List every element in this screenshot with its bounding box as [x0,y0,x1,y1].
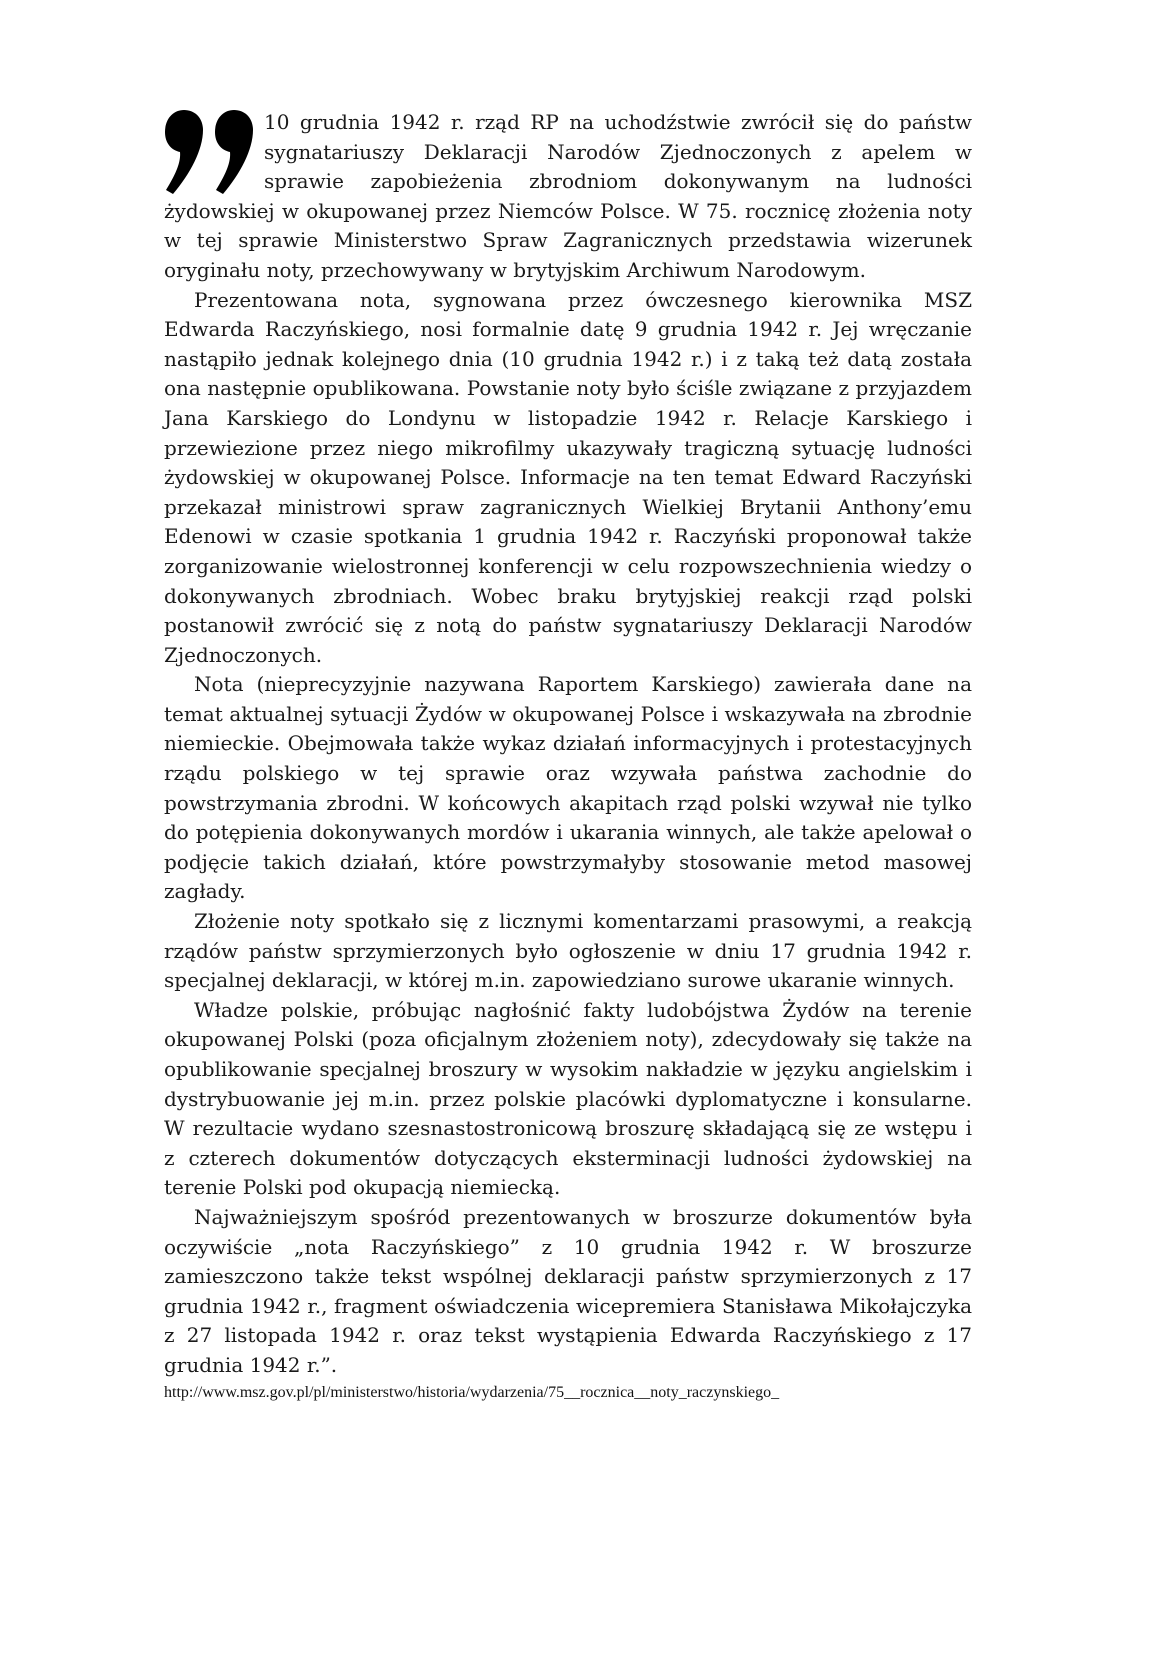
paragraph-3: Nota (nieprecyzyjnie nazywana Raportem Karskiego) zawierała dane na temat aktualnej sytuacji Żydów w okupowanej Polsce i wskazywała na zbrodnie niemieckie. Obejmowała także wykaz działań informacyjnych i protestacyjnych rządu polskiego w tej sprawie oraz wzywała państwa zachodnie do powstrzymania zbrodni. W końcowych akapitach rząd polski wzywał nie tylko do potępienia dokonywanych mordów i ukarania winnych, ale także apelował o podjęcie takich działań, które powstrzymałyby stosowanie metod masowej zagłady. [164,672,972,904]
paragraph-4: Złożenie noty spotkało się z licznymi komentarzami prasowymi, a reakcją rządów państw sprzymierzonych było ogłoszenie w dniu 17 grudnia 1942 r. specjalnej deklaracji, w której m.in. zapowiedziano surowe ukaranie winnych. [164,909,972,993]
paragraph-5: Władze polskie, próbując nagłośnić fakty ludobójstwa Żydów na terenie okupowanej Polski (poza oficjalnym złożeniem noty), zdecydowały się także na opublikowanie specjalnej broszury w wysokim nakładzie w języku angielskim i dystrybuowanie jej m.in. przez polskie placówki dyplomatyczne i konsularne. W rezultacie wydano szesnastostronicową broszurę składającą się ze wstępu i z czterech dokumentów dotyczących eksterminacji ludności żydowskiej na terenie Polski pod okupacją niemiecką. [164,997,972,1200]
article-body [164,108,972,1381]
paragraph-6: Najważniejszym spośród prezentowanych w broszurze dokumentów była oczywiście „nota Raczyńskiego” z 10 grudnia 1942 r. W broszurze zamieszczono także tekst wspólnej deklaracji państw sprzymierzonych z 17 grudnia 1942 r., fragment oświadczenia wicepremiera Stanisława Mikołajczyka z 27 listopada 1942 r. oraz tekst wystąpienia Edwarda Raczyńskiego z 17 grudnia 1942 r.”. [164,1204,972,1377]
paragraph-2: Prezentowana nota, sygnowana przez ówczesnego kierownika MSZ Edwarda Raczyńskiego, nosi formalnie datę 9 grudnia 1942 r. Jej wręczanie nastąpiło jednak kolejnego dnia (10 grudnia 1942 r.) i z taką też datą została ona następnie opublikowana. Powstanie noty było ściśle związane z przyjazdem Jana Karskiego do Londynu w listopadzie 1942 r. Relacje Karskiego i przewiezione przez niego mikrofilmy ukazywały tragiczną sytuację ludności żydowskiej w okupowanej Polsce. Informacje na ten temat Edward Raczyński przekazał ministrowi spraw zagranicznych Wielkiej Brytanii Anthony’emu Edenowi w czasie spotkania 1 grudnia 1942 r. Raczyński proponował także zorganizowanie wielostronnej konferencji w celu rozpowszechnienia wiedzy o dokonywanych zbrodniach. Wobec braku brytyjskiej reakcji rząd polski postanowił zwrócić się z notą do państw sygnatariuszy Deklaracji Narodów Zjednoczonych. [164,287,972,667]
closing-quote-icon [164,110,256,196]
paragraph-1: 10 grudnia 1942 r. rząd RP na uchodźstwie zwrócił się do państw sygnatariuszy Deklaracji Narodów Zjednoczonych z apelem w sprawie zapobieżenia zbrodniom dokonywanym na ludności żydowskiej w okupowanej przez Niemców Polsce. W 75. rocznicę złożenia noty w tej sprawie Ministerstwo Spraw Zagranicznych przedstawia wizerunek oryginału noty, przechowywany w brytyjskim Archiwum Narodowym. [164,110,972,282]
source-url: http://www.msz.gov.pl/pl/ministerstwo/historia/wydarzenia/75__rocznica__noty_raczynskiego_ [164,1384,780,1401]
